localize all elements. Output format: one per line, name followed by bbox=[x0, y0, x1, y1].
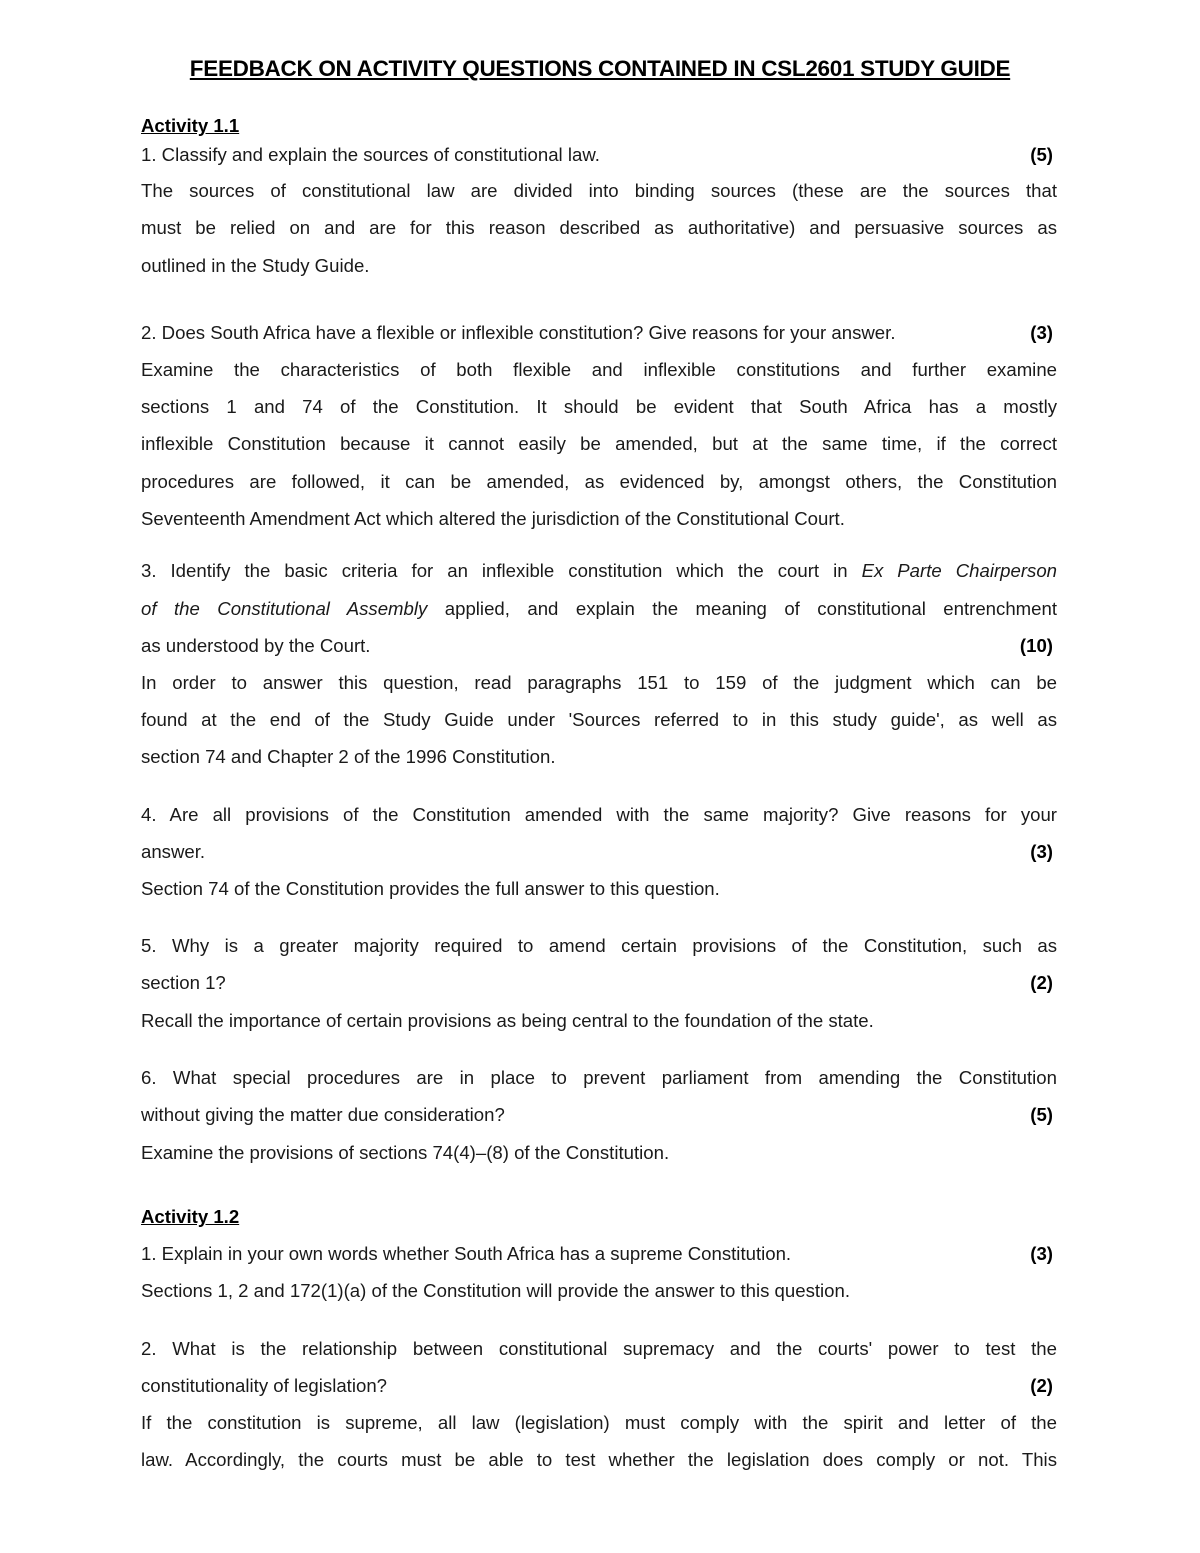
question-text: 3. Identify the basic criteria for an inflexible constitution which the court in bbox=[141, 560, 848, 581]
question-marks: (5) bbox=[1030, 144, 1053, 165]
answer-line: law. Accordingly, the courts must be able to test whether the legislation does comply or not. This bbox=[141, 1449, 1057, 1470]
answer-line: found at the end of the Study Guide under 'Sources referred to in this study guide', as well as bbox=[141, 709, 1057, 730]
activity-1-2-question-1 bbox=[141, 1242, 1057, 1266]
activity-1-2-question-2-line-2 bbox=[141, 1374, 1057, 1398]
question-marks: (10) bbox=[1019, 635, 1053, 656]
question-marks: (2) bbox=[1030, 972, 1053, 993]
answer-line: Recall the importance of certain provisions as being central to the foundation of the state. bbox=[141, 1010, 874, 1031]
answer-line: sections 1 and 74 of the Constitution. It should be evident that South Africa has a mostly bbox=[141, 396, 1057, 417]
answer-line: In order to answer this question, read paragraphs 151 to 159 of the judgment which can be bbox=[141, 672, 1057, 693]
activity-1-1-question-1 bbox=[141, 143, 1057, 167]
question-marks: (3) bbox=[1030, 1243, 1053, 1264]
question-text: 1. Classify and explain the sources of constitutional law. bbox=[141, 144, 600, 165]
answer-line: The sources of constitutional law are divided into binding sources (these are the sources that bbox=[141, 180, 1057, 201]
activity-1-2-question-2-line-1: 2. What is the relationship between constitutional supremacy and the courts' power to test the bbox=[141, 1338, 1057, 1359]
activity-1-1-question-3-line-3 bbox=[141, 634, 1057, 658]
activity-1-1-heading: Activity 1.1 bbox=[141, 115, 240, 136]
answer-line: Examine the characteristics of both flexible and inflexible constitutions and further examine bbox=[141, 359, 1057, 380]
question-marks: (3) bbox=[1030, 322, 1053, 343]
activity-1-1-question-5-line-1: 5. Why is a greater majority required to amend certain provisions of the Constitution, such as bbox=[141, 935, 1057, 956]
question-text: without giving the matter due consideration? bbox=[141, 1104, 505, 1125]
question-marks: (5) bbox=[1030, 1104, 1053, 1125]
answer-line: Seventeenth Amendment Act which altered the jurisdiction of the Constitutional Court. bbox=[141, 508, 845, 529]
answer-line: outlined in the Study Guide. bbox=[141, 255, 370, 276]
activity-1-1-question-6-line-1: 6. What special procedures are in place to prevent parliament from amending the Constitution bbox=[141, 1067, 1057, 1088]
answer-line: Sections 1, 2 and 172(1)(a) of the Constitution will provide the answer to this question. bbox=[141, 1280, 851, 1301]
answer-line: If the constitution is supreme, all law (legislation) must comply with the spirit and letter of the bbox=[141, 1412, 1057, 1433]
question-text: as understood by the Court. bbox=[141, 635, 371, 656]
question-text: 1. Explain in your own words whether South Africa has a supreme Constitution. bbox=[141, 1243, 792, 1264]
question-text: applied, and explain the meaning of constitutional entrenchment bbox=[444, 598, 1057, 619]
question-text: constitutionality of legislation? bbox=[141, 1375, 387, 1396]
answer-line: section 74 and Chapter 2 of the 1996 Constitution. bbox=[141, 746, 556, 767]
question-text: answer. bbox=[141, 841, 206, 862]
activity-1-1-question-6-line-2 bbox=[141, 1103, 1057, 1127]
question-marks: (2) bbox=[1030, 1375, 1053, 1396]
question-text: 2. Does South Africa have a flexible or inflexible constitution? Give reasons for your answer. bbox=[141, 322, 896, 343]
case-name: of the Constitutional Assembly bbox=[141, 598, 428, 619]
activity-1-1-question-3-line-1 bbox=[141, 559, 1057, 583]
answer-line: Examine the provisions of sections 74(4)–(8) of the Constitution. bbox=[141, 1142, 670, 1163]
activity-1-1-question-2 bbox=[141, 321, 1057, 345]
activity-1-1-question-4-line-2 bbox=[141, 840, 1057, 864]
document-title: FEEDBACK ON ACTIVITY QUESTIONS CONTAINED IN CSL2601 STUDY GUIDE bbox=[189, 56, 1011, 81]
answer-line: must be relied on and are for this reason described as authoritative) and persuasive sources as bbox=[141, 217, 1057, 238]
question-marks: (3) bbox=[1030, 841, 1053, 862]
answer-line: procedures are followed, it can be amended, as evidenced by, amongst others, the Constitution bbox=[141, 471, 1057, 492]
activity-1-1-question-5-line-2 bbox=[141, 971, 1057, 995]
question-text: section 1? bbox=[141, 972, 226, 993]
answer-line: inflexible Constitution because it cannot easily be amended, but at the same time, if the correct bbox=[141, 433, 1057, 454]
answer-line: Section 74 of the Constitution provides the full answer to this question. bbox=[141, 878, 720, 899]
activity-1-2-heading: Activity 1.2 bbox=[141, 1206, 240, 1227]
case-name: Ex Parte Chairperson bbox=[861, 560, 1057, 581]
activity-1-1-question-4-line-1: 4. Are all provisions of the Constitution amended with the same majority? Give reasons for your bbox=[141, 804, 1057, 825]
activity-1-1-question-3-line-2 bbox=[141, 597, 1057, 621]
